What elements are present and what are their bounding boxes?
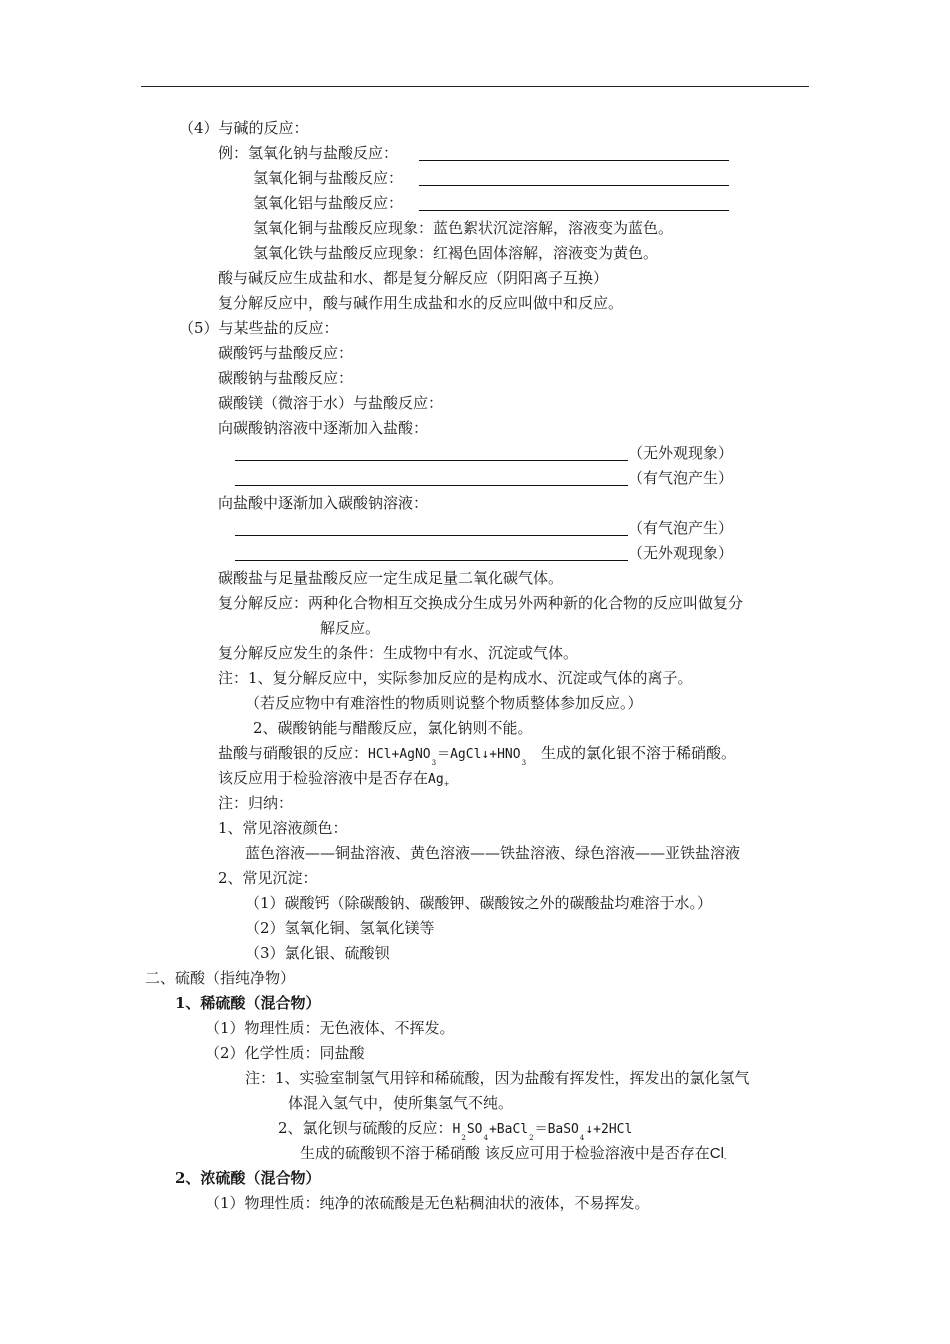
caco3-reaction: 碳酸钙与盐酸反应： xyxy=(218,344,354,362)
dilute-title: 1、稀硫酸（混合物） xyxy=(175,994,321,1012)
answer-blank[interactable] xyxy=(419,160,729,161)
double-decomposition-def: 复分解反应：两种化合物相互交换成分生成另外两种新的化合物的反应叫做复分 xyxy=(218,594,744,612)
subscript: 4 xyxy=(579,1134,585,1142)
dilute-note-1-cont: 体混入氢气中，使所集氢气不纯。 xyxy=(288,1094,514,1112)
precipitate-2: （2）氢氧化铜、氢氧化镁等 xyxy=(245,919,435,937)
answer-blank[interactable] xyxy=(419,185,729,186)
bacl2-label: 2、氯化钡与硫酸的反应： xyxy=(278,1119,453,1137)
agno3-result: 生成的氯化银不溶于稀硝酸。 xyxy=(541,744,737,762)
equation-part: ↓+2HCl xyxy=(585,1122,633,1137)
note-no-phenomenon: （无外观现象） xyxy=(628,544,734,562)
na2co3-reaction: 碳酸钠与盐酸反应： xyxy=(218,369,354,387)
subscript: 3 xyxy=(431,759,437,767)
dilute-note-1: 注：1、实验室制氢气用锌和稀硫酸，因为盐酸有挥发性，挥发出的氯化氢气 xyxy=(245,1069,750,1087)
equation-part: ＝BaSO xyxy=(534,1122,579,1137)
double-decomposition-def-cont: 解反应。 xyxy=(320,619,381,637)
ion-charge: + xyxy=(443,780,450,788)
add-na2co3-title: 向盐酸中逐渐加入碳酸钠溶液： xyxy=(218,494,429,512)
equation-part: ＝AgCl↓+HNO xyxy=(437,747,521,762)
condition-note: 复分解反应发生的条件：生成物中有水、沉淀或气体。 xyxy=(218,644,579,662)
colors-list: 蓝色溶液——铜盐溶液、黄色溶液——铁盐溶液、绿色溶液——亚铁盐溶液 xyxy=(245,844,741,862)
example-aloh: 氢氧化铝与盐酸反应： xyxy=(253,194,404,212)
ion-charge: - xyxy=(723,1155,727,1163)
subscript: 2 xyxy=(529,1134,534,1142)
example-naoh: 例：氢氧化钠与盐酸反应： xyxy=(218,144,399,162)
fe-phenomenon: 氢氧化铁与盐酸反应现象：红褐色固体溶解，溶液变为黄色。 xyxy=(253,244,659,262)
agno3-label: 盐酸与硝酸银的反应： xyxy=(218,744,369,762)
precipitate-3: （3）氯化银、硫酸钡 xyxy=(245,944,390,962)
concentrated-physical: （1）物理性质：纯净的浓硫酸是无色粘稠油状的液体，不易挥发。 xyxy=(205,1194,650,1212)
answer-blank[interactable] xyxy=(235,560,628,561)
note-2: 2、碳酸钠能与醋酸反应，氯化钠则不能。 xyxy=(253,719,533,737)
cl-ion: Cl xyxy=(709,1145,724,1162)
ag-test-text: 该反应用于检验溶液中是否存在 xyxy=(218,769,429,787)
baso4-note xyxy=(300,1143,726,1166)
section-4-title: （4）与碱的反应： xyxy=(179,119,309,137)
equation-part: SO xyxy=(466,1122,483,1137)
dilute-chemical: （2）化学性质：同盐酸 xyxy=(205,1044,365,1062)
note-no-phenomenon: （无外观现象） xyxy=(628,444,734,462)
neutralization-note: 复分解反应中，酸与碱作用生成盐和水的反应叫做中和反应。 xyxy=(218,294,624,312)
section-5-title: （5）与某些盐的反应： xyxy=(179,319,339,337)
ag-test xyxy=(218,768,450,791)
answer-blank[interactable] xyxy=(235,485,628,486)
answer-blank[interactable] xyxy=(235,460,628,461)
example-cuoh: 氢氧化铜与盐酸反应： xyxy=(253,169,404,187)
precipitate-1: （1）碳酸钙（除碳酸钠、碳酸钾、碳酸铵之外的碳酸盐均难溶于水。） xyxy=(245,894,713,912)
acid-base-note: 酸与碱反应生成盐和水、都是复分解反应（阴阳离子互换） xyxy=(218,269,609,287)
answer-blank[interactable] xyxy=(419,210,729,211)
cu-phenomenon: 氢氧化铜与盐酸反应现象：蓝色絮状沉淀溶解，溶液变为蓝色。 xyxy=(253,219,674,237)
note-1-paren: （若反应物中有难溶性的物质则说整个物质整体参加反应。） xyxy=(245,694,643,712)
summary-title: 注：归纳： xyxy=(218,794,294,812)
baso4-text: 生成的硫酸钡不溶于稀硝酸 该反应可用于检验溶液中是否存在 xyxy=(300,1144,710,1162)
precipitates-title: 2、常见沉淀： xyxy=(218,869,318,887)
note-bubbles: （有气泡产生） xyxy=(628,469,734,487)
agno3-reaction xyxy=(218,743,736,766)
note-bubbles: （有气泡产生） xyxy=(628,519,734,537)
sulfuric-acid-title: 二、硫酸（指纯净物） xyxy=(145,969,296,987)
carbonate-note: 碳酸盐与足量盐酸反应一定生成足量二氧化碳气体。 xyxy=(218,569,564,587)
dilute-physical: （1）物理性质：无色液体、不挥发。 xyxy=(205,1019,455,1037)
mgco3-reaction: 碳酸镁（微溶于水）与盐酸反应： xyxy=(218,394,444,412)
subscript: 4 xyxy=(483,1134,488,1142)
equation-part: H xyxy=(452,1122,461,1137)
subscript: 2 xyxy=(461,1134,466,1142)
answer-blank[interactable] xyxy=(235,535,628,536)
note-1: 注：1、复分解反应中，实际参加反应的是构成水、沉淀或气体的离子。 xyxy=(218,669,693,687)
bacl2-reaction xyxy=(278,1118,632,1141)
concentrated-title: 2、浓硫酸（混合物） xyxy=(175,1169,321,1187)
add-hcl-title: 向碳酸钠溶液中逐渐加入盐酸： xyxy=(218,419,429,437)
colors-title: 1、常见溶液颜色： xyxy=(218,819,348,837)
equation-part: +BaCl xyxy=(488,1122,529,1137)
equation-part: HCl+AgNO xyxy=(368,747,431,762)
subscript: 3 xyxy=(521,759,527,767)
header-rule xyxy=(141,86,809,87)
ag-ion: Ag xyxy=(428,772,444,787)
